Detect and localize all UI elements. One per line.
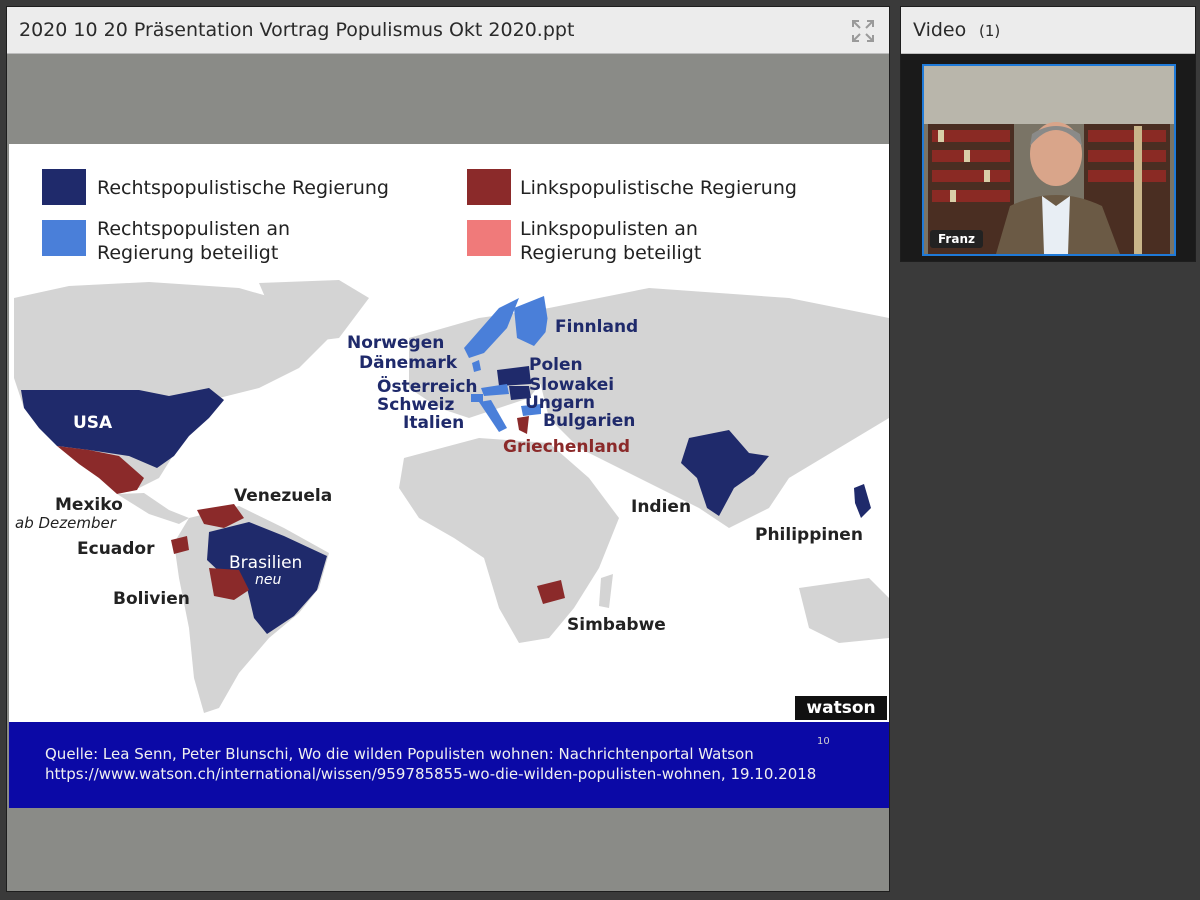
label-philippinen: Philippinen [755,525,863,545]
label-ecuador: Ecuador [77,539,155,559]
participant-video-tile[interactable] [922,64,1176,256]
legend-label-left-part-line1: Linkspopulisten an [520,218,698,240]
slide-footer [9,722,889,808]
presentation-titlebar [7,7,889,54]
watson-logo: watson [795,696,887,720]
world-map [9,278,889,722]
label-finnland: Finnland [555,317,639,337]
presentation-title: 2020 10 20 Präsentation Vortrag Populismus Okt 2020.ppt [19,19,575,41]
label-polen: Polen [529,355,583,375]
label-norwegen: Norwegen [347,333,445,353]
participant-name-tag: Franz [930,230,983,248]
legend-label-right-part-line1: Rechtspopulisten an [97,218,291,240]
slide [9,144,889,808]
label-brasilien: Brasilien [229,553,303,573]
fullscreen-icon[interactable] [851,19,875,43]
video-participant-count: (1) [979,22,1001,40]
legend-swatch-left-gov [467,169,511,205]
label-griechenland: Griechenland [503,437,631,457]
source-line-1: Quelle: Lea Senn, Peter Blunschi, Wo die wilden Populisten wohnen: Nachrichtenportal Watson [45,745,754,763]
label-daenemark: Dänemark [359,353,458,373]
label-slowakei: Slowakei [529,375,615,395]
source-line-2: https://www.watson.ch/international/wissen/959785855-wo-die-wilden-populisten-wohnen, 19.10.2018 [45,765,817,783]
legend-label-left-part [520,217,701,265]
legend-label-right-part-line2: Regierung beteiligt [97,242,279,264]
label-simbabwe: Simbabwe [567,615,666,635]
label-mexiko: Mexiko [55,495,123,515]
video-title: Video [913,19,967,41]
label-oesterreich: Österreich [377,377,478,397]
label-italien: Italien [403,413,465,433]
page-number: 10 [817,736,830,747]
label-brasilien-sub: neu [255,572,282,588]
legend-swatch-left-part [467,220,511,256]
presentation-panel [6,6,890,892]
label-bulgarien: Bulgarien [543,411,636,431]
video-titlebar [901,7,1195,54]
label-schweiz: Schweiz [377,395,455,415]
label-venezuela: Venezuela [234,486,333,506]
label-mexiko-sub: ab Dezember [15,514,116,532]
legend-label-left-gov: Linkspopulistische Regierung [520,177,797,199]
label-ungarn: Ungarn [525,393,596,413]
legend-label-right-gov: Rechtspopulistische Regierung [97,177,389,199]
legend-swatch-right-part [42,220,86,256]
video-panel [900,6,1196,262]
source-citation [45,744,816,784]
label-usa: USA [73,413,113,433]
webcam-feed [924,66,1174,254]
legend-label-left-part-line2: Regierung beteiligt [520,242,702,264]
label-bolivien: Bolivien [113,589,190,609]
legend-label-right-part [97,217,290,265]
legend-swatch-right-gov [42,169,86,205]
label-indien: Indien [631,497,692,517]
